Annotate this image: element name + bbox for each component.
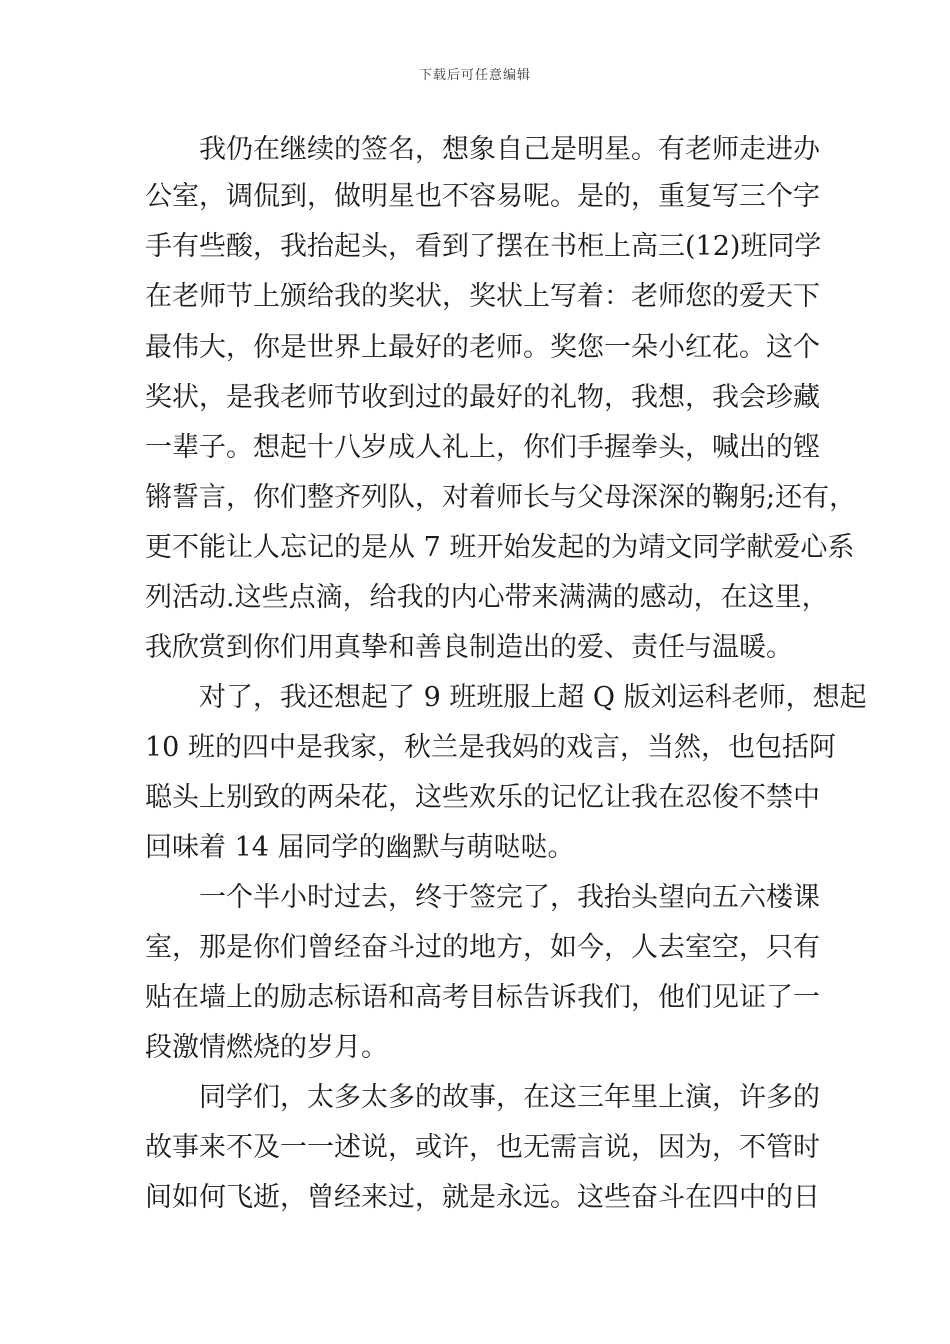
paragraph-line: 间如何飞逝，曾经来过，就是永远。这些奋斗在四中的日 [145,1182,820,1213]
paragraph-line: 段激情燃烧的岁月。 [145,1032,388,1063]
paragraph-line: 对了，我还想起了 9 班班服上超 Q 版刘运科老师，想起 [199,682,867,713]
paragraph-line: 一个半小时过去，终于签完了，我抬头望向五六楼课 [199,882,820,913]
paragraph-line: 一辈子。想起十八岁成人礼上，你们手握拳头，喊出的铿 [145,432,820,463]
paragraph-line: 手有些酸，我抬起头，看到了摆在书柜上高三(12)班同学 [145,231,822,262]
paragraph-line: 最伟大，你是世界上最好的老师。奖您一朵小红花。这个 [145,332,820,363]
paragraph-line: 聪头上别致的两朵花，这些欢乐的记忆让我在忍俊不禁中 [145,782,820,813]
paragraph-line: 奖状，是我老师节收到过的最好的礼物，我想，我会珍藏 [145,382,820,413]
paragraph-line: 10 班的四中是我家，秋兰是我妈的戏言，当然，也包括阿 [145,732,836,763]
paragraph-line: 我仍在继续的签名，想象自己是明星。有老师走进办 [199,134,820,165]
paragraph-line: 公室，调侃到，做明星也不容易呢。是的，重复写三个字 [145,181,820,212]
paragraph-line: 贴在墙上的励志标语和高考目标告诉我们，他们见证了一 [145,982,820,1013]
paragraph-line: 故事来不及一一述说，或许，也无需言说，因为，不管时 [145,1132,820,1163]
paragraph-line: 列活动.这些点滴，给我的内心带来满满的感动，在这里， [145,582,829,613]
paragraph-line: 我欣赏到你们用真挚和善良制造出的爱、责任与温暖。 [145,632,793,663]
paragraph-line: 在老师节上颁给我的奖状，奖状上写着：老师您的爱天下 [145,281,820,312]
paragraph-line: 更不能让人忘记的是从 7 班开始发起的为靖文同学献爱心系 [145,532,855,563]
paragraph-line: 同学们，太多太多的故事，在这三年里上演，许多的 [199,1082,820,1113]
paragraph-line: 回味着 14 届同学的幽默与萌哒哒。 [145,832,575,863]
paragraph-line: 锵誓言，你们整齐列队，对着师长与父母深深的鞠躬;还有， [145,482,857,513]
paragraph-line: 室，那是你们曾经奋斗过的地方，如今，人去室空，只有 [145,932,820,963]
header-note: 下载后可任意编辑 [418,68,531,83]
